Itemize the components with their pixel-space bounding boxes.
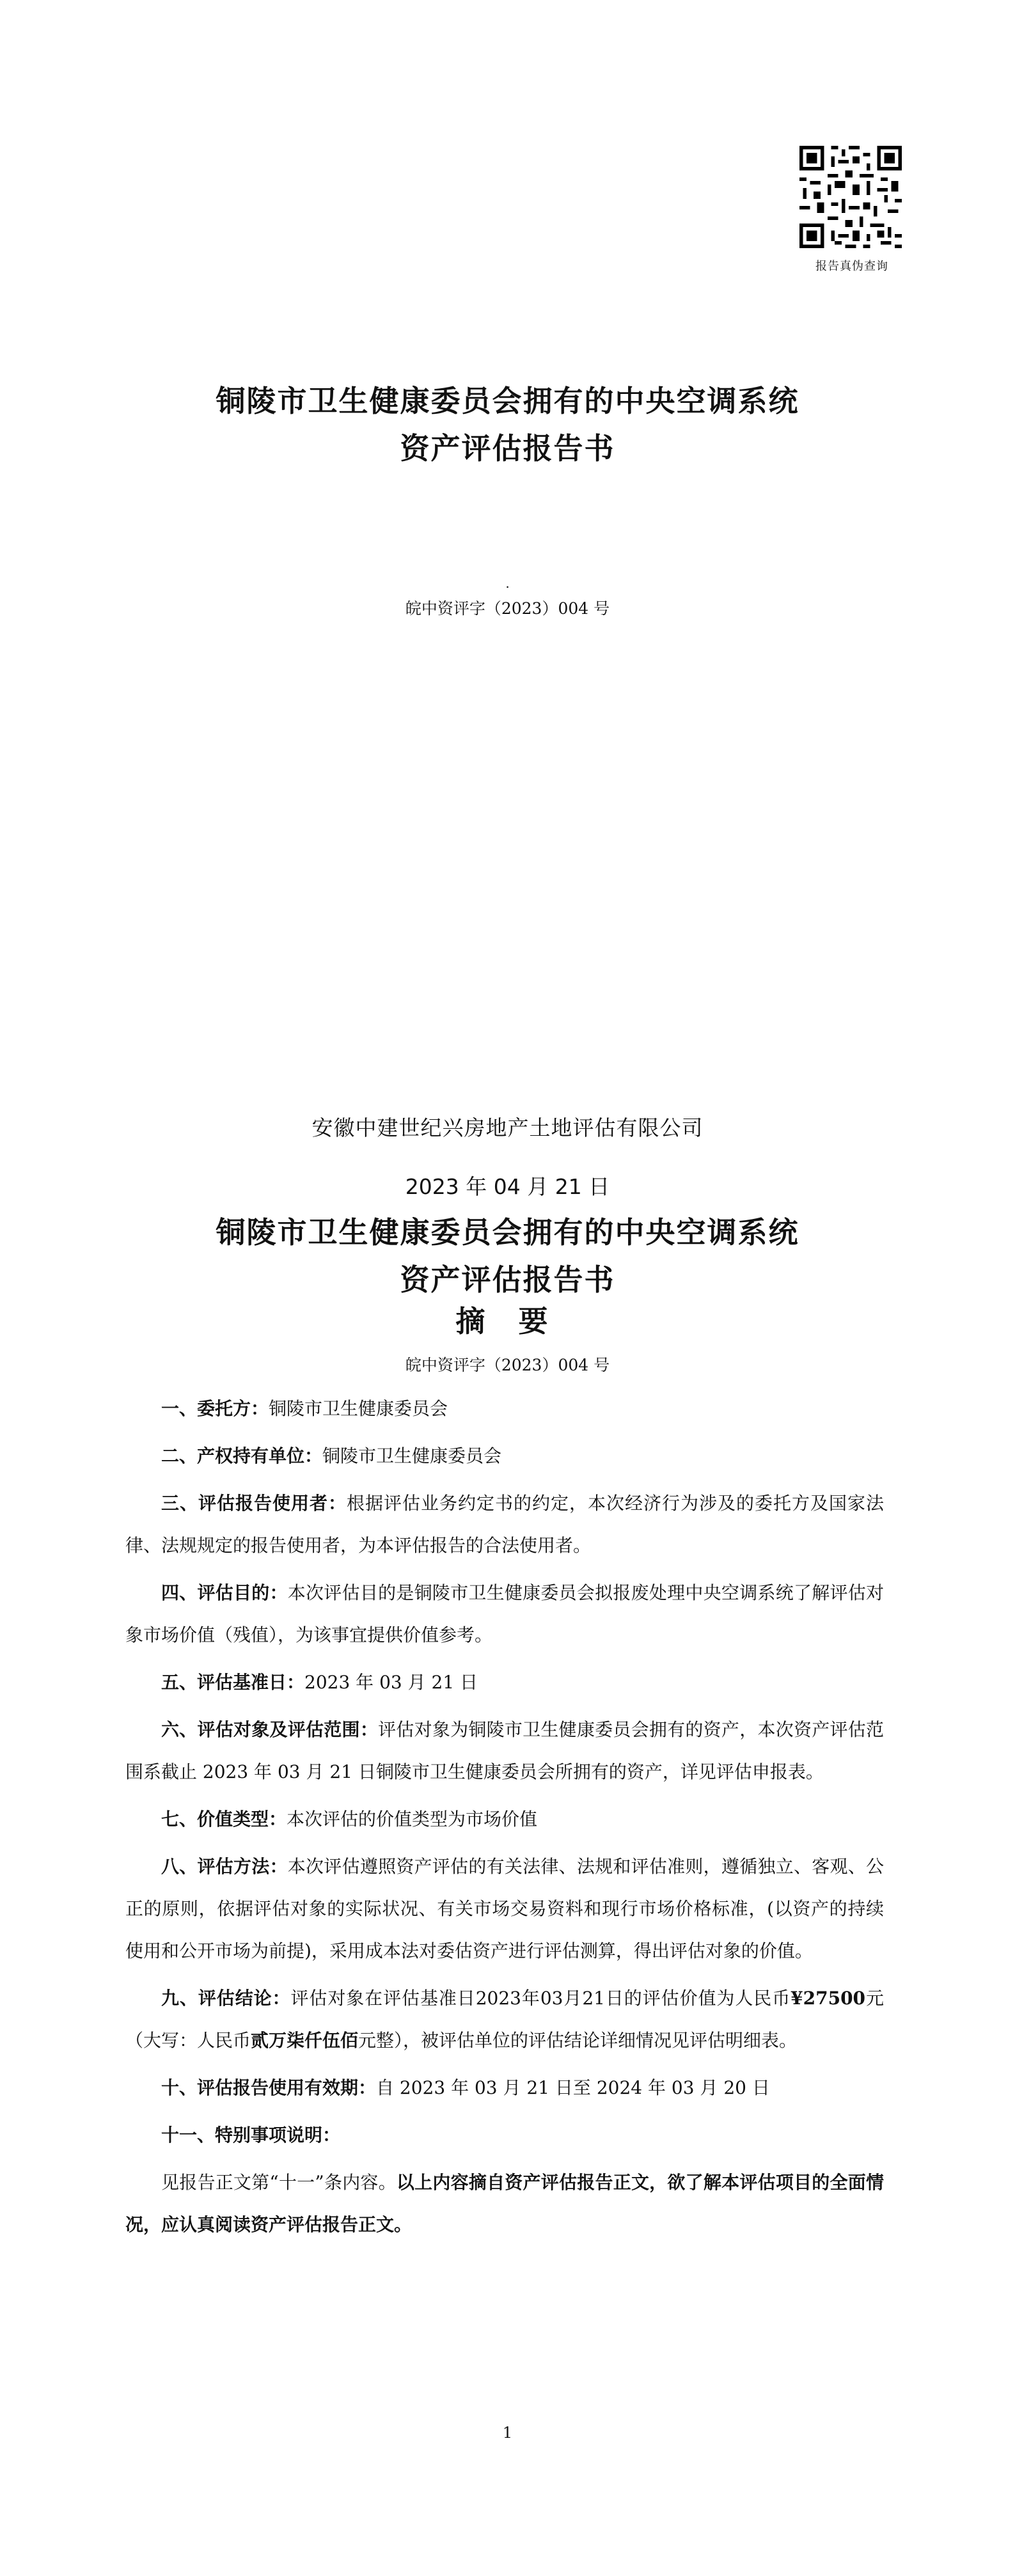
- qr-code-block: [799, 146, 904, 274]
- summary-heading: 摘 要: [455, 1304, 560, 1339]
- summary-doc-number: 皖中资评字（2023）004 号: [405, 1356, 610, 1374]
- company-name: 安徽中建世纪兴房地产土地评估有限公司: [311, 1115, 704, 1140]
- cover-title-line1: 铜陵市卫生健康委员会拥有的中央空调系统: [216, 384, 799, 418]
- item-value-type: 七、价值类型：本次评估的价值类型为市场价值: [161, 1809, 538, 1830]
- summary-title-line2: 资产评估报告书: [400, 1262, 615, 1297]
- item-owner: 二、产权持有单位：铜陵市卫生健康委员会: [161, 1445, 502, 1466]
- item-conclusion: 九、评估结论：评估对象在评估基准日2023年03月21日的评估价值为人民币¥27500元（大写：人民币贰万柒仟伍佰元整），被评估单位的评估结论详细情况见评估明细表。: [125, 1988, 884, 2051]
- item-scope: 六、评估对象及评估范围：评估对象为铜陵市卫生健康委员会拥有的资产，本次资产评估范围系截止 2023 年 03 月 21 日铜陵市卫生健康委员会所拥有的资产，详见评估申报表。: [125, 1719, 884, 1782]
- item-users: 三、评估报告使用者：根据评估业务约定书的约定，本次经济行为涉及的委托方及国家法律、法规规定的报告使用者，为本评估报告的合法使用者。: [125, 1493, 884, 1556]
- item-purpose: 四、评估目的：本次评估目的是铜陵市卫生健康委员会拟报废处理中央空调系统了解评估对象市场价值（残值），为该事宜提供价值参考。: [125, 1582, 884, 1645]
- item-special: 十一、特别事项说明：: [161, 2124, 341, 2146]
- amount-words: 贰万柒仟伍佰: [251, 2030, 359, 2051]
- cover-title-line2: 资产评估报告书: [400, 431, 615, 466]
- item-method: 八、评估方法：本次评估遵照资产评估的有关法律、法规和评估准则，遵循独立、客观、公正的原则，依据评估对象的实际状况、有关市场交易资料和现行市场价格标准，(以资产的持续使用和公开市场为前提)，采用成本法对委估资产进行评估测算，得出评估对象的价值。: [125, 1856, 884, 1961]
- item-client: 一、委托方：铜陵市卫生健康委员会: [161, 1398, 448, 1419]
- item-base-date: 五、评估基准日：2023 年 03 月 21 日: [161, 1672, 478, 1693]
- amount-figure: ¥27500: [791, 1988, 866, 2009]
- qr-code-icon[interactable]: [799, 146, 902, 248]
- page-number: 1: [502, 2424, 513, 2442]
- cover-title: [0, 377, 1015, 472]
- item-validity: 十、评估报告使用有效期：自 2023 年 03 月 21 日至 2024 年 03 月 20 日: [161, 2077, 770, 2098]
- closing-note-bold: 以上内容摘自资产评估报告正文，欲了解本评估项目的全面情况，应认真阅读资产评估报告正文。: [125, 2172, 884, 2235]
- cover-dot: .: [505, 576, 510, 591]
- report-date: 2023 年 04 月 21 日: [405, 1174, 610, 1199]
- summary-body: [125, 1388, 884, 2246]
- qr-caption: 报告真伪查询: [815, 260, 888, 273]
- summary-title: [0, 1209, 1015, 1303]
- closing-note: 见报告正文第“十一”条内容。以上内容摘自资产评估报告正文，欲了解本评估项目的全面情况，应认真阅读资产评估报告正文。: [125, 2172, 884, 2235]
- cover-doc-number: 皖中资评字（2023）004 号: [405, 599, 610, 618]
- summary-title-line1: 铜陵市卫生健康委员会拥有的中央空调系统: [216, 1215, 799, 1250]
